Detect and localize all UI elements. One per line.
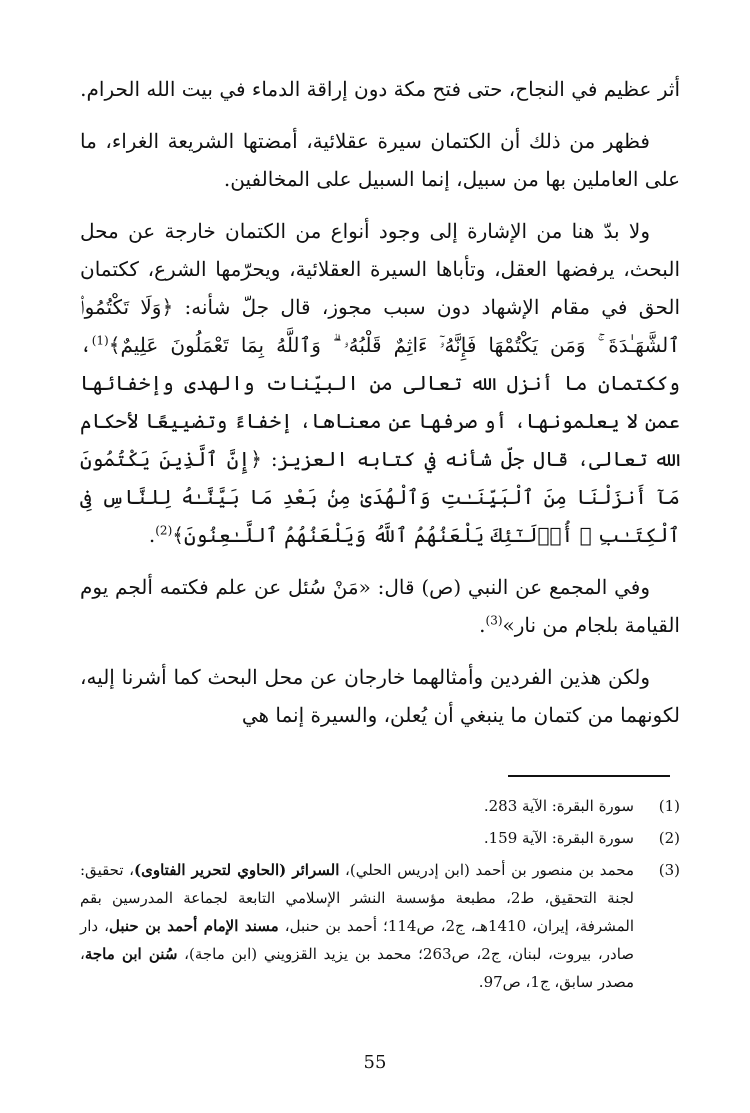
paragraph-1-text: أثر عظيم في النجاح، حتى فتح مكة دون إراقة الدماء في بيت الله الحرام.: [80, 77, 680, 101]
paragraph-5-text: ولكن هذين الفردين وأمثالهما خارجان عن محل البحث كما أشرنا إليه، لكونهما من كتمان ما ينبغي أن يُعلن، والسيرة إنما هي: [80, 665, 680, 727]
footnote-text-part: محمد بن منصور بن أحمد (ابن إدريس الحلي)،: [339, 861, 634, 879]
footnote-ref-1: (1): [91, 333, 109, 348]
paragraph-3-middle: ، وككتمان ما أنزل الله تعالى من البيّنات والهدى وإخفائها عمن لا يعلمونها، أو صرفها عن معناها، إخفاءً وتضييعًا لأحكام الله تعالى، قال جلّ شأنه في كتابه العزيز:: [80, 333, 680, 471]
footnote-ref-2: (2): [155, 523, 173, 538]
footnote-text: سورة البقرة: الآية 283.: [483, 797, 634, 815]
paragraph-3: [80, 212, 680, 554]
book-title: مسند الإمام أحمد بن حنبل: [109, 917, 279, 935]
footnote-3: [80, 856, 680, 996]
footnote-number: (3): [658, 861, 680, 879]
paragraph-5: [80, 658, 680, 734]
footnote-text: سورة البقرة: الآية 159.: [483, 829, 634, 847]
quran-verse-2: ﴿إِنَّ ٱلَّذِينَ يَكْتُمُونَ مَآ أَنزَلْنَا مِنَ ٱلْبَيِّنَـٰتِ وَٱلْهُدَىٰ مِنۢ بَعْدِ مَا بَيَّنَّـٰهُ لِلنَّاسِ فِى ٱلْكِتَـٰبِ ۙ أُو۟لَـٰٓئِكَ يَلْعَنُهُمُ ٱللَّهُ وَيَلْعَنُهُمُ ٱللَّـٰعِنُونَ﴾: [80, 447, 680, 547]
footnote-ref-3: (3): [485, 613, 503, 628]
page-body: [80, 70, 680, 748]
footnote-1: [80, 792, 680, 820]
book-title: السرائر (الحاوي لتحرير الفتاوى): [134, 861, 340, 879]
paragraph-3-intro: ولا بدّ هنا من الإشارة إلى وجود أنواع من الكتمان خارجة عن محل البحث، يرفضها العقل، وتأباها السيرة العقلائية، ويحرّمها الشرع، ككتمان الحق في مقام الإشهاد دون سبب مجوز، قال جلّ شأنه:: [80, 219, 680, 319]
paragraph-1: [80, 70, 680, 108]
paragraph-3-end: .: [148, 523, 156, 547]
footnote-text: [80, 856, 634, 996]
footnote-text-part: ، مصدر سابق، ج1، ص97.: [80, 945, 634, 991]
paragraph-4: [80, 568, 680, 644]
footnotes: [80, 792, 680, 1000]
book-title: سُنن ابن ماجة: [84, 945, 178, 963]
paragraph-2-text: فظهر من ذلك أن الكتمان سيرة عقلائية، أمضتها الشريعة الغراء، ما على العاملين بها من سبيل، إنما السبيل على المخالفين.: [80, 129, 680, 191]
footnote-divider: [508, 775, 670, 777]
quran-verse-1: ﴿وَلَا تَكْتُمُوا۟ ٱلشَّهَـٰدَةَ ۚ وَمَن يَكْتُمْهَا فَإِنَّهُۥٓ ءَاثِمٌ قَلْبُهُۥ ۗ وَٱللَّهُ بِمَا تَعْمَلُونَ عَلِيمٌ﴾: [80, 295, 680, 357]
footnote-text-part: ، دار صادر، بيروت، لبنان، ج2، ص263؛ محمد بن يزيد القزويني (ابن ماجة)،: [80, 917, 635, 963]
footnote-number: (1): [658, 797, 680, 815]
page-number: 55: [363, 1052, 387, 1073]
footnote-2: [80, 824, 680, 852]
footnote-text-part: ، تحقيق: لجنة التحقيق، ط2، مطبعة مؤسسة النشر الإسلامي التابعة لجماعة المدرسين بقم المشرفة، إيران، 1410هـ، ج2، ص114؛ أحمد بن حنبل،: [80, 861, 634, 935]
paragraph-2: [80, 122, 680, 198]
paragraph-4-text: وفي المجمع عن النبي (ص) قال: «مَنْ سُئل عن علم فكتمه ألجم يوم القيامة بلجام من نار»: [80, 575, 680, 637]
paragraph-4-end: .: [479, 613, 486, 637]
footnote-number: (2): [658, 829, 680, 847]
